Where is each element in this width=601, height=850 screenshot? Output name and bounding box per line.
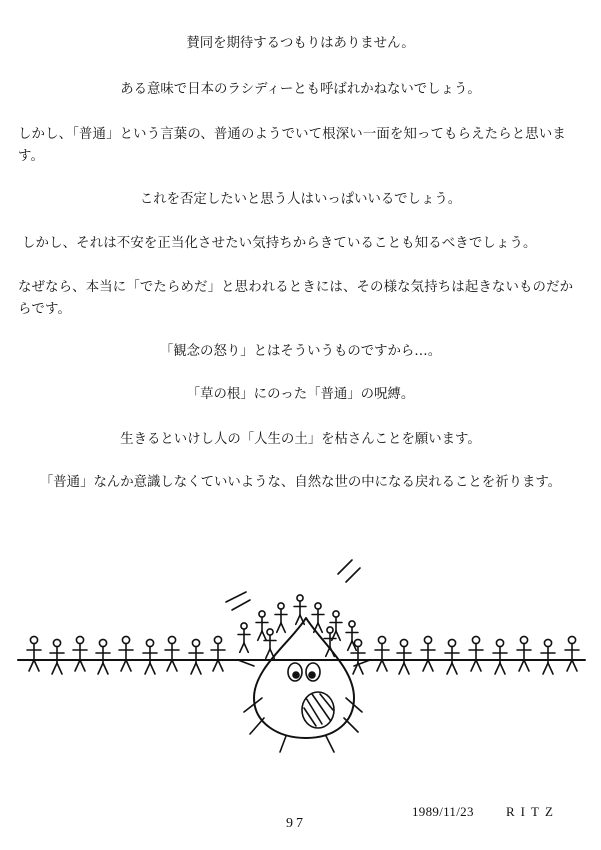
stick-figure [469, 636, 483, 671]
paragraph-2: ある意味で日本のラシディーとも呼ばれかねないでしょう。 [120, 82, 481, 97]
page-number: 97 [286, 816, 306, 831]
stick-figure [211, 636, 225, 671]
stick-figure [565, 636, 579, 671]
crowd-figure [238, 623, 250, 652]
paragraph-10: 「普通」なんか意識しなくていいような、自然な世の中になる戻れることを祈ります。 [39, 475, 562, 490]
paragraph-6: なぜなら、本当に「でたらめだ」と思われるときには、その様な気持ちは起きないものだからです。 [18, 280, 574, 317]
stick-figure [375, 636, 389, 671]
stick-figure [50, 639, 64, 674]
crowd-figure [324, 627, 336, 656]
creature-stripes [304, 694, 333, 726]
stick-figure [493, 639, 507, 674]
motion-mark [338, 560, 360, 582]
footer-author: RITZ [506, 804, 559, 819]
motion-mark [226, 592, 250, 610]
creature-pupil [309, 672, 315, 678]
crowd-figure [264, 629, 276, 658]
stick-figure [421, 636, 435, 671]
paragraph-3: しかし、「普通」という言葉の、普通のようでいて根深い一面を知ってもらえたらと思います。 [18, 127, 566, 164]
paragraph-9: 生きるといけし人の「人生の土」を枯さんことを願います。 [120, 432, 481, 447]
stick-figure [27, 636, 41, 671]
illustration-drawing [18, 560, 585, 752]
stick-figure [445, 639, 459, 674]
crowd-figure [256, 611, 268, 640]
creature-belly [302, 692, 334, 728]
paragraph-5: しかし、それは不安を正当化させたい気持ちからきていることも知るべきでしょう。 [22, 236, 537, 251]
paragraph-4: これを否定したいと思う人はいっぱいいるでしょう。 [139, 192, 462, 207]
footer-date: 1989/11/23 [412, 804, 474, 819]
stick-figure [189, 639, 203, 674]
stick-figure [541, 639, 555, 674]
crowd-figure [330, 611, 342, 640]
paragraph-8: 「草の根」にのった「普通」の呪縛。 [186, 387, 415, 402]
stick-figure [517, 636, 531, 671]
stick-figure [397, 639, 411, 674]
paragraph-1: 賛同を期待するつもりはありません。 [186, 36, 415, 51]
stick-figure [119, 636, 133, 671]
stick-figure [73, 636, 87, 671]
stick-figure [96, 639, 110, 674]
paragraph-7: 「観念の怒り」とはそういうものですから…。 [159, 344, 442, 359]
creature-pupil [293, 672, 299, 678]
stick-figure [143, 639, 157, 674]
crowd-figure [275, 603, 287, 632]
stick-figure [165, 636, 179, 671]
stick-figure-illustration [0, 548, 601, 768]
